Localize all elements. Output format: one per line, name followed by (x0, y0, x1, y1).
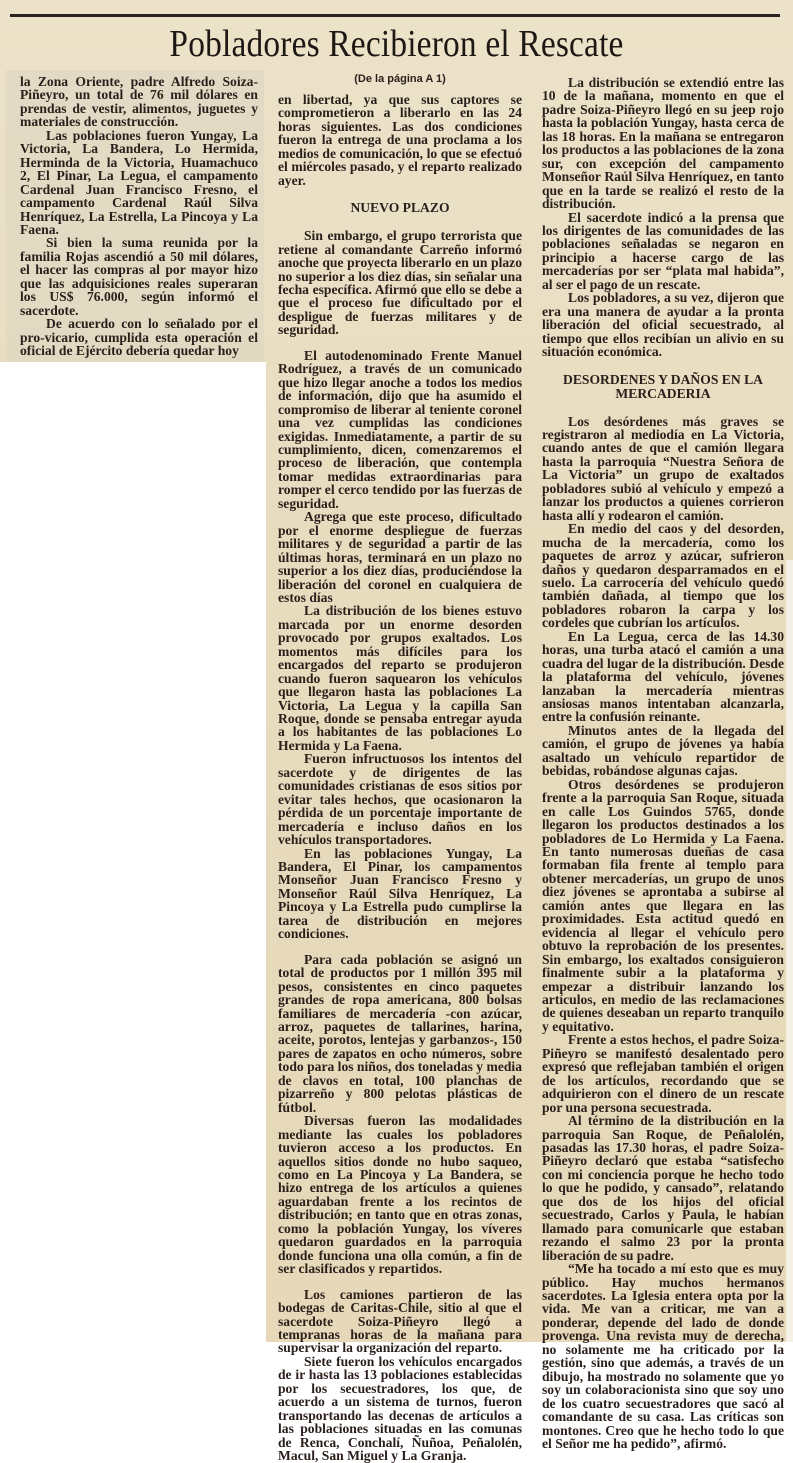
article-paragraph: El autodenominado Frente Manuel Rodríguez, a través de un comunicado que hizo llegar anoche a todos los medios de información, dijo que ha asumido el compromiso de liberar al teniente coronel una vez cumplidas las condiciones exigidas. Inmediatamente, a partir de su cumplimiento, dicen, comenzaremos el proceso de liberación, que contempla tomar medidas extraordinarias para romper el cerco tendido por las fuerzas de seguridad. (278, 347, 522, 511)
article-column-2 (278, 93, 522, 1463)
page-edge (786, 560, 793, 1342)
article-paragraph: Siete fueron los vehículos encargados de ir hasta las 13 poblaciones establecidas por los secuestradores, los que, de acuerdo a un sistema de turnos, fueron transportando las decenas de artículos a las poblaciones situadas en las comunas de Renca, Conchalí, Ñuñoa, Peñalolén, Macul, San Miguel y La Granja. (278, 1353, 522, 1463)
article-paragraph: Los pobladores, a su vez, dijeron que era una manera de ayudar a la pronta liberación del oficial secuestrado, al tiempo que ellos recibían un alivio en su situación económica. (542, 290, 784, 360)
article-column-3 (542, 76, 784, 1450)
article-paragraph: “Me ha tocado a mí esto que es muy público. Hay muchos hermanos sacerdotes. La Iglesia entera opta por la vida. Me van a criticar, me van a ponderar, depende del lado de donde provenga. Una revista muy de derecha, no solamente me ha criticado por la gestión, sino que además, a través de un dibujo, ha mostrado no solamente que yo soy un colaboracionista sino que soy uno de los cuatro secuestradores que sacó al comandante de su casa. Las críticas son montones. Creo que he hecho todo lo que el Señor me ha pedido”, afirmó. (542, 1261, 784, 1451)
section-heading: NUEVO PLAZO (350, 200, 450, 216)
article-paragraph: en libertad, ya que sus captores se comprometieron a liberarlo en las 24 horas siguientes. Las dos condiciones fueron la entrega de una proclama a los medios de comunicación, lo que se efectuó el miércoles pasado, y el reparto realizado ayer. (278, 92, 522, 188)
top-rule-divider (10, 14, 780, 17)
article-paragraph: Sin embargo, el grupo terrorista que retiene al comandante Carreño informó anoche que proyecta liberarlo en un plazo no superior a los diez días, sin señalar una fecha específica. Afirmó que ello se debe a que el proceso fue dificultado por el despligue de fuerzas militares y de seguridad. (278, 228, 522, 338)
article-paragraph: En La Legua, cerca de las 14.30 horas, una turba atacó el camión a una cuadra del lugar de la distribución. Desde la plataforma del vehículo, jóvenes lanzaban la mercadería mientras ansiosas manos intentaban alcanzarla, entre la confusión reinante. (542, 628, 784, 725)
headline: Pobladores Recibieron el Rescate (169, 23, 624, 65)
section-heading: DESORDENES Y DAÑOS EN LA MERCADERIA (563, 371, 763, 401)
article-column-1 (20, 75, 258, 358)
article-paragraph: Los desórdenes más graves se registraron al mediodía en La Victoria, cuando antes de que el camión llegara hasta la parroquia “Nuestra Señora de La Victoria” un grupo de exaltados pobladores subió al vehículo y empezó a lanzar los productos a quienes corrieron hasta allí y rodearon el camión. (542, 413, 784, 523)
article-paragraph: Al término de la distribución en la parroquia San Roque, de Peñalolén, pasadas las 17.30 horas, el padre Soiza-Piñeyro declaró que estaba “satisfecho con mi conciencia porque he hecho todo lo que he podido, y cansado”, relatando que dos de los hijos del oficial secuestrado, Carlos y Paula, le habían llamado para comunicarle que estaban rezando el salmo 23 por la pronta liberación de su padre. (542, 1113, 784, 1263)
article-paragraph: la Zona Oriente, padre Alfredo Soiza-Piñeyro, un total de 76 mil dólares en prendas de vestir, alimentos, juguetes y materiales de construcción. (20, 74, 258, 130)
article-paragraph: En medio del caos y del desorden, mucha de la mercadería, como los paquetes de arroz y azúcar, sufrieron daños y quedaron desparramados en el suelo. La carrocería del vehículo quedó también dañada, al tiempo que los pobladores robaron la carpa y los cordeles que cubrían los artículos. (542, 521, 784, 631)
article-paragraph: Frente a estos hechos, el padre Soiza-Piñeyro se manifestó desalentado pero expresó que reflejaban también el origen de los artículos, recordando que se adquirieron con el dinero de un rescate por una persona secuestrada. (542, 1032, 784, 1115)
article-paragraph: Diversas fueron las modalidades mediante las cuales los pobladores tuvieron acceso a los productos. En aquellos sitios donde no hubo saqueo, como en La Pincoya y La Bandera, se hizo entrega de los artículos a quienes aguardaban frente a los recintos de distribución; en tanto que en otras zonas, como la población Yungay, los víveres quedaron guardados en la parroquia donde funciona una olla común, a fin de ser clasificados y repartidos. (278, 1113, 522, 1277)
article-paragraph: Los camiones partieron de las bodegas de Caritas-Chile, sitio al que el sacerdote Soiza-Piñeyro llegó a tempranas horas de la mañana para supervisar la organización del reparto. (278, 1286, 522, 1356)
article-paragraph: En las poblaciones Yungay, La Bandera, El Pinar, los campamentos Monseñor Juan Francisco Fresno y Monseñor Raúl Silva Henríquez, La Pincoya y La Estrella pudo cumplirse la tarea de distribución en mejores condiciones. (278, 845, 522, 942)
article-paragraph: La distribución de los bienes estuvo marcada por un enorme desorden provocado por grupos exaltados. Los momentos más difíciles para los encargados del reparto se produjeron cuando fueron saquearon los vehículos que llegaron hasta las poblaciones La Victoria, La Legua y la capilla San Roque, donde se pensaba entregar ayuda a los habitantes de las poblaciones Lo Hermida y La Faena. (278, 603, 522, 753)
article-paragraph: Minutos antes de la llegada del camión, el grupo de jóvenes ya había asaltado un vehículo repartidor de bebidas, robándose algunas cajas. (542, 722, 784, 779)
article-paragraph: El sacerdote indicó a la prensa que los dirigentes de las comunidades de las poblaciones señaladas se negaron en principio a hacerse cargo de las mercaderías por ser “plata mal habida”, al ser el pago de un rescate. (542, 209, 784, 292)
article-paragraph: Otros desórdenes se produjeron frente a la parroquia San Roque, situada en calle Los Guindos 5765, donde llegaron los productos destinados a los pobladores de Lo Hermida y La Faena. En tanto numerosas dueñas de casa formaban fila frente al templo para obtener mercaderías, un grupo de unos diez jóvenes se aprontaba a subirse al camión antes que llegara en las proximidades. Esta actitud quedó en evidencia al llegar el vehículo pero obtuvo la reprobación de los presentes. Sin embargo, los exaltados consiguieron finalmente subir a la plataforma y empezar a distribuir lanzando los artículos, en medio de las reclamaciones de quienes deseaban un reparto tranquilo y equitativo. (542, 776, 784, 1034)
article-paragraph: Fueron infructuosos los intentos del sacerdote y de dirigentes de las comunidades cristianas de esos sitios por evitar tales hechos, que ocasionaron la pérdida de un porcentaje importante de mercadería e incluso daños en los vehículos transportadores. (278, 751, 522, 848)
article-paragraph: Agrega que este proceso, dificultado por el enorme despliegue de fuerzas militares y de seguridad a partir de las últimas horas, terminará en un plazo no superior a los diez días, produciéndose la liberación del coronel en cualquiera de estos días (278, 509, 522, 605)
page-margin (0, 362, 266, 1342)
article-paragraph: Las poblaciones fueron Yungay, La Victoria, La Bandera, Lo Hermida, Herminda de la Victoria, Huamachuco 2, El Pinar, La Legua, el campamento Cardenal Juan Francisco Fresno, el campamento Cardenal Raúl Silva Henríquez, La Estrella, La Pincoya y La Faena. (20, 127, 258, 237)
article-paragraph: Si bien la suma reunida por la familia Rojas ascendió a 50 mil dólares, el hacer las compras al por mayor hizo que las adquisiciones reales superaran los US$ 76.000, según informó el sacerdote. (20, 235, 258, 318)
continuation-note: (De la página A 1) (354, 73, 446, 85)
article-paragraph: Para cada población se asignó un total de productos por 1 millón 395 mil pesos, consistentes en cinco paquetes grandes de ropa americana, 800 bolsas familiares de mercadería -con azúcar, arroz, paquetes de tallarines, harina, aceite, porotos, lentejas y garbanzos-, 150 pares de zapatos en ocho números, sobre todo para los niños, dos toneladas y media de clavos en total, 100 planchas de pizarreño y 800 pelotas plásticas de fútbol. (278, 951, 522, 1115)
article-paragraph: La distribución se extendió entre las 10 de la mañana, momento en que el padre Soiza-Piñeyro llegó en su jeep rojo hasta la población Yungay, hasta cerca de las 18 horas. En la mañana se entregaron los productos a las poblaciones de la zona sur, con excepción del campamento Monseñor Raúl Silva Henríquez, en tanto que en la tarde se realizó el resto de la distribución. (542, 75, 784, 212)
article-paragraph: De acuerdo con lo señalado por el pro-vicario, cumplida esta operación el oficial de Ejército debería quedar hoy (20, 316, 258, 359)
